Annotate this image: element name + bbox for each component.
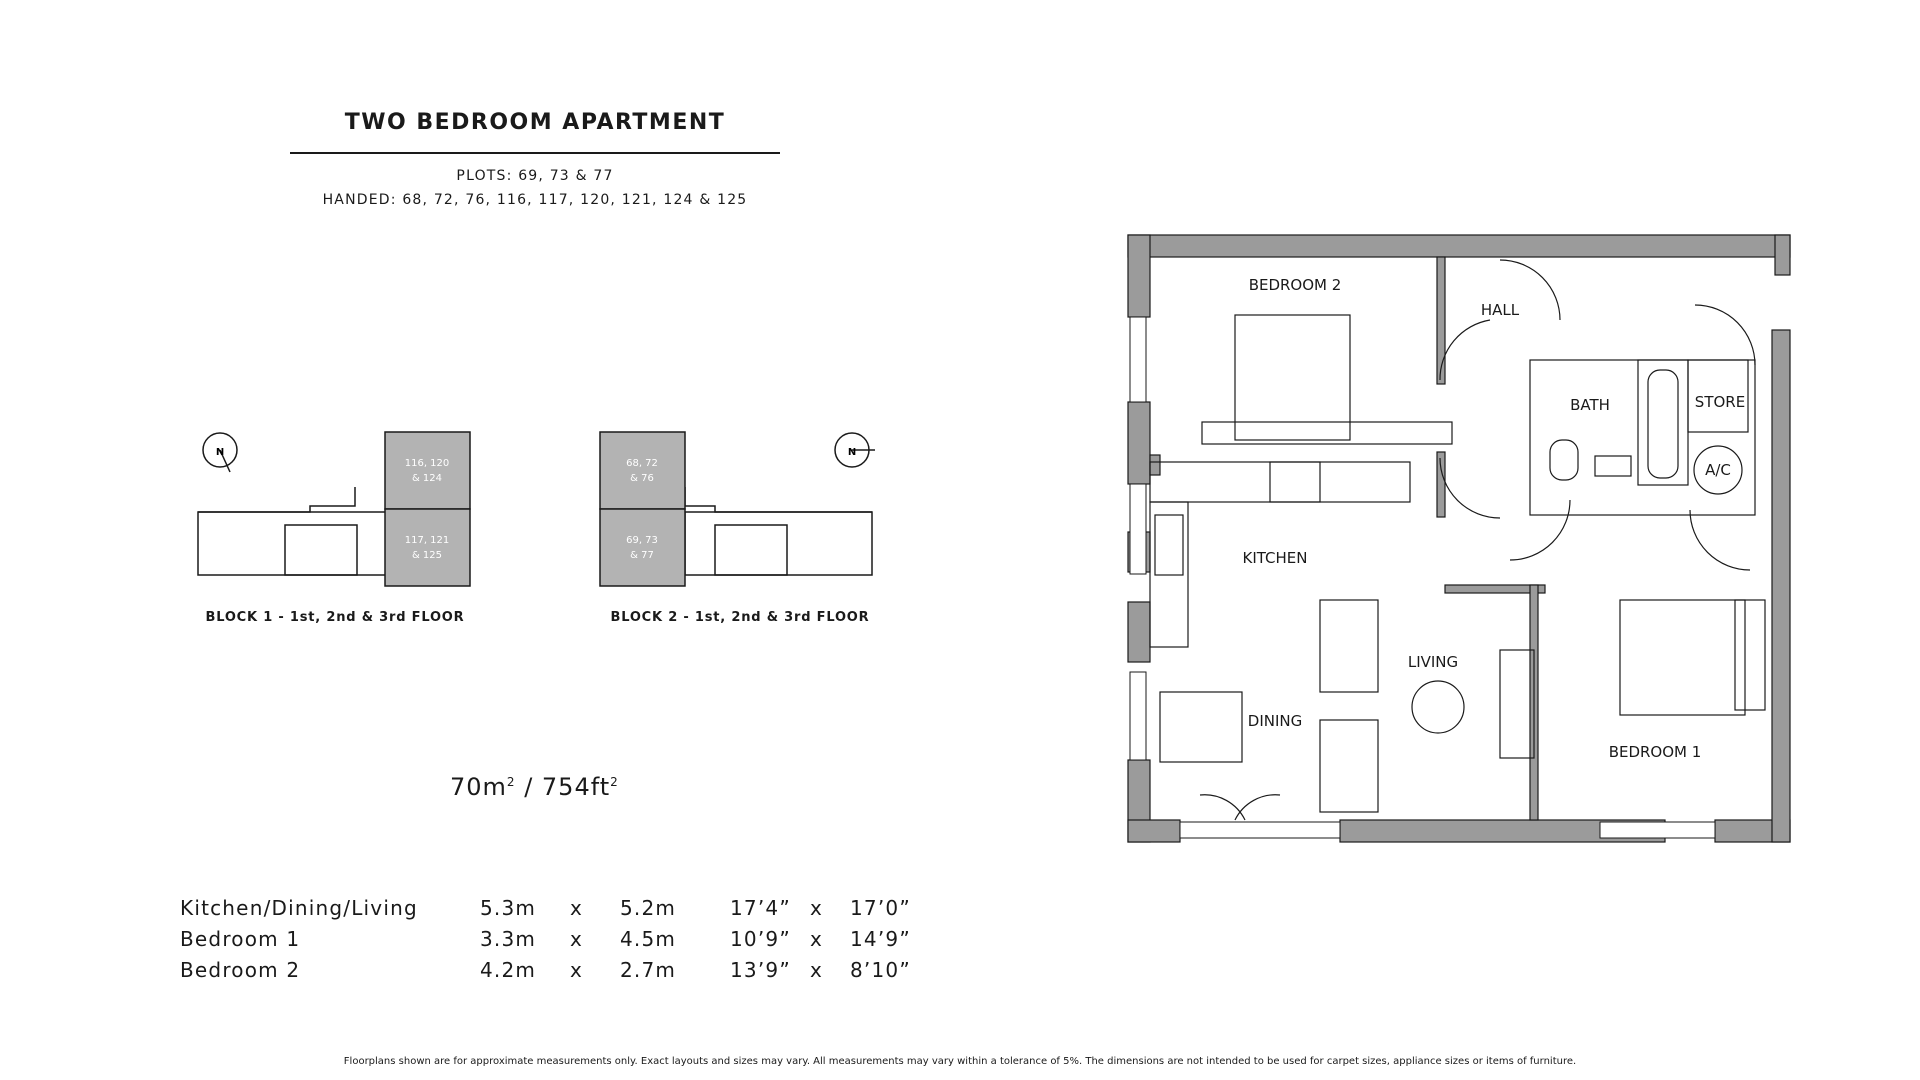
kitchen-label: KITCHEN: [1242, 549, 1308, 567]
dimension-cell-f1: 17’4”: [730, 895, 791, 920]
handed-text: HANDED: 68, 72, 76, 116, 117, 120, 121, 124 & 125: [322, 192, 748, 208]
dimension-cell-m2: 5.2m: [620, 895, 677, 920]
interior-lines: [1150, 260, 1765, 820]
svg-text:117, 121: 117, 121: [404, 535, 450, 546]
dimension-cell-x2: x: [810, 926, 824, 951]
plots-text: PLOTS: 69, 73 & 77: [456, 168, 614, 184]
dimension-cell-m2: 2.7m: [620, 957, 677, 982]
unit-highlight-top: [385, 432, 470, 509]
dimension-row: [180, 954, 940, 985]
disclaimer-footnote: Floorplans shown are for approximate measurements only. Exact layouts and sizes may vary. All measurements may vary within a tolerance of 5%. The dimensions are not intended to be used for carpet sizes, appliance sizes or items of furniture.: [343, 1056, 1577, 1067]
title-rule: [290, 152, 780, 154]
hob-icon: [1270, 462, 1320, 502]
hall-label: HALL: [1480, 301, 1520, 319]
dining-table-icon: [1160, 692, 1242, 762]
block1-label: BLOCK 1 - 1st, 2nd & 3rd FLOOR: [205, 610, 465, 625]
sofa-icon: [1320, 720, 1378, 812]
living-label: LIVING: [1407, 653, 1459, 671]
door-swing: [1510, 500, 1570, 560]
dimension-cell-f1: 13’9”: [730, 957, 791, 982]
total-area: $70m^2 / 754ft^2$: [450, 773, 619, 801]
floor-plan: [1120, 230, 1800, 870]
block2-key-plan: [590, 420, 890, 600]
svg-text:& 76: & 76: [630, 473, 654, 484]
dimension-cell-m2: 4.5m: [620, 926, 677, 951]
dimension-cell-m1: 5.3m: [480, 895, 537, 920]
svg-text:& 124: & 124: [411, 473, 443, 484]
door-swing: [1695, 305, 1755, 365]
north-label: N: [847, 447, 857, 458]
dimension-cell-f2: 17’0”: [850, 895, 911, 920]
bedroom2-label: BEDROOM 2: [1248, 276, 1342, 294]
door-swing: [1200, 795, 1245, 820]
unit-highlight-top: [600, 432, 685, 509]
page-title: TWO BEDROOM APARTMENT: [344, 110, 726, 135]
svg-text:69, 73: 69, 73: [626, 535, 658, 546]
bath-tub-icon: [1648, 370, 1678, 478]
room-labels: [1243, 276, 1746, 761]
dimension-cell-x1: x: [570, 926, 584, 951]
dimension-cell-m1: 4.2m: [480, 957, 537, 982]
block2-label: BLOCK 2 - 1st, 2nd & 3rd FLOOR: [610, 610, 870, 625]
sofa-icon: [1320, 600, 1378, 692]
door-swing: [1440, 458, 1500, 518]
bedroom1-label: BEDROOM 1: [1608, 743, 1702, 761]
bed-1-icon: [1620, 600, 1745, 715]
tv-unit-icon: [1500, 650, 1534, 758]
dining-label: DINING: [1247, 712, 1303, 730]
north-label: N: [215, 447, 225, 458]
svg-text:116, 120: 116, 120: [404, 458, 450, 469]
toilet-icon: [1550, 440, 1578, 480]
dimension-cell-room: Bedroom 1: [180, 926, 301, 951]
dimension-cell-x2: x: [810, 895, 824, 920]
dimension-cell-x2: x: [810, 957, 824, 982]
unit-highlight-bottom: [385, 509, 470, 586]
dimension-cell-f1: 10’9”: [730, 926, 791, 951]
unit-highlight-bottom: [600, 509, 685, 586]
door-swing: [1440, 320, 1490, 380]
dimension-cell-x1: x: [570, 957, 584, 982]
dimension-row: [180, 923, 940, 954]
dimension-row: [180, 892, 940, 923]
room-dimensions-table: [180, 892, 940, 985]
coffee-table-icon: [1412, 681, 1464, 733]
svg-text:68, 72: 68, 72: [626, 458, 658, 469]
dimension-cell-x1: x: [570, 895, 584, 920]
dimension-cell-room: Kitchen/Dining/Living: [180, 895, 418, 920]
door-swing: [1690, 510, 1750, 570]
basin-icon: [1595, 456, 1631, 476]
kitchen-counter: [1150, 462, 1410, 502]
bath-label: BATH: [1570, 396, 1610, 414]
dimension-cell-m1: 3.3m: [480, 926, 537, 951]
ac-label: A/C: [1705, 461, 1731, 479]
bed-2-icon: [1235, 315, 1350, 440]
svg-text:& 125: & 125: [411, 550, 443, 561]
dimension-cell-f2: 14’9”: [850, 926, 911, 951]
svg-text:& 77: & 77: [630, 550, 654, 561]
dimension-cell-f2: 8’10”: [850, 957, 911, 982]
block1-key-plan: [190, 420, 490, 600]
dimension-cell-room: Bedroom 2: [180, 957, 301, 982]
door-swing: [1235, 795, 1280, 820]
store-label: STORE: [1694, 393, 1746, 411]
block-outline: [685, 512, 872, 575]
sink-icon: [1155, 515, 1183, 575]
